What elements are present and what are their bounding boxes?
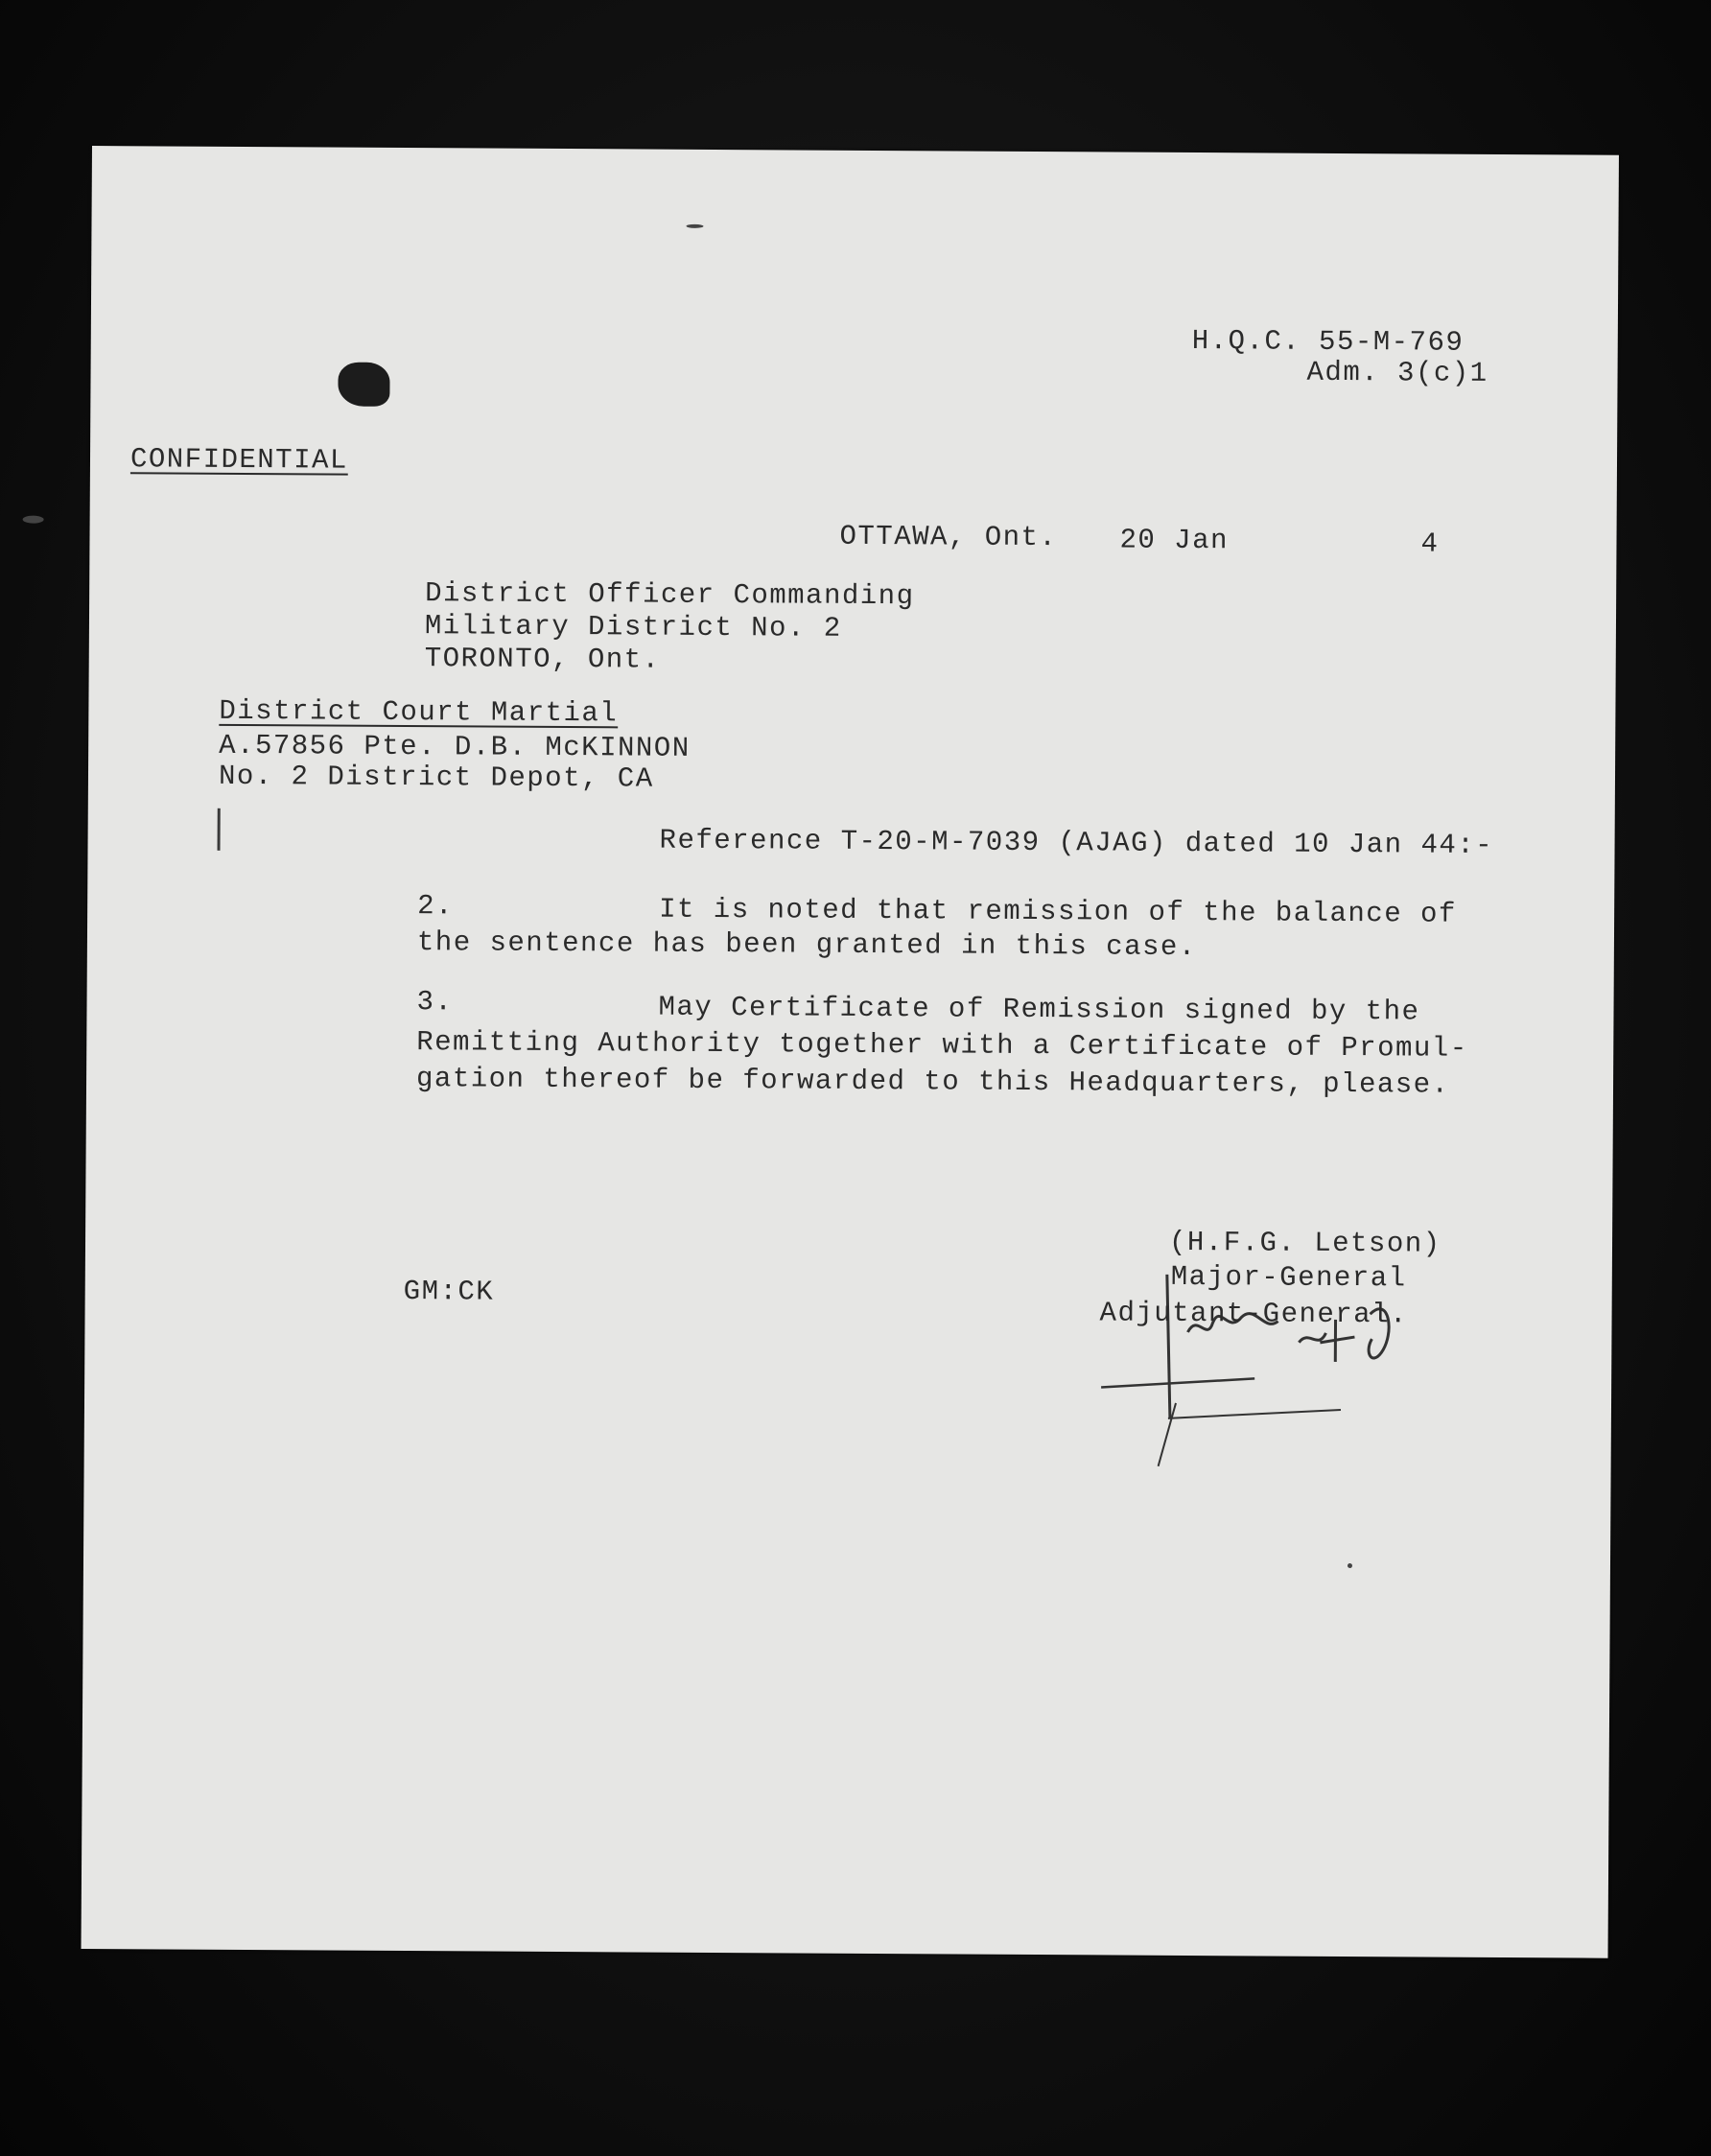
adm-reference: Adm. 3(c)1 [1306, 356, 1488, 389]
place-label: OTTAWA, Ont. [839, 520, 1058, 554]
ink-speck [23, 516, 44, 524]
para-3-line-1: May Certificate of Remission signed by the [658, 991, 1420, 1028]
punch-hole [338, 363, 389, 407]
ink-speck [686, 224, 703, 228]
para-3-number: 3. [416, 986, 454, 1019]
subject-line-1: District Court Martial [219, 694, 619, 730]
para-2-line-2: the sentence has been granted in this case. [416, 926, 1197, 964]
letter-page [82, 146, 1619, 1958]
para-3-line-2: Remitting Authority together with a Certificate of Promul- [416, 1026, 1468, 1065]
ink-speck [1348, 1563, 1352, 1568]
addressee-line-2: Military District No. 2 [424, 610, 842, 644]
typist-initials: GM:CK [403, 1276, 495, 1308]
file-reference: H.Q.C. 55-M-769 [1191, 325, 1465, 359]
signatory-title: Adjutant-General. [1099, 1297, 1409, 1331]
signatory-rank: Major-General [1170, 1260, 1407, 1295]
para-2-line-1: It is noted that remission of the balance of [659, 893, 1457, 930]
addressee-line-3: TORONTO, Ont. [424, 643, 661, 676]
para-2-number: 2. [417, 890, 455, 923]
para-3-line-3: gation thereof be forwarded to this Headquarters, please. [415, 1063, 1450, 1101]
year-digit: 4 [1420, 527, 1440, 560]
classification-label: CONFIDENTIAL [129, 443, 348, 477]
subject-line-3: No. 2 District Depot, CA [218, 760, 654, 795]
subject-line-2: A.57856 Pte. D.B. McKINNON [219, 729, 691, 764]
signatory-name: (H.F.G. Letson) [1168, 1226, 1441, 1260]
reference-line: Reference T-20-M-7039 (AJAG) dated 10 Jan 44:- [659, 824, 1494, 861]
addressee-line-1: District Officer Commanding [425, 577, 915, 613]
date-label: 20 Jan [1119, 524, 1230, 557]
margin-mark [218, 808, 221, 851]
